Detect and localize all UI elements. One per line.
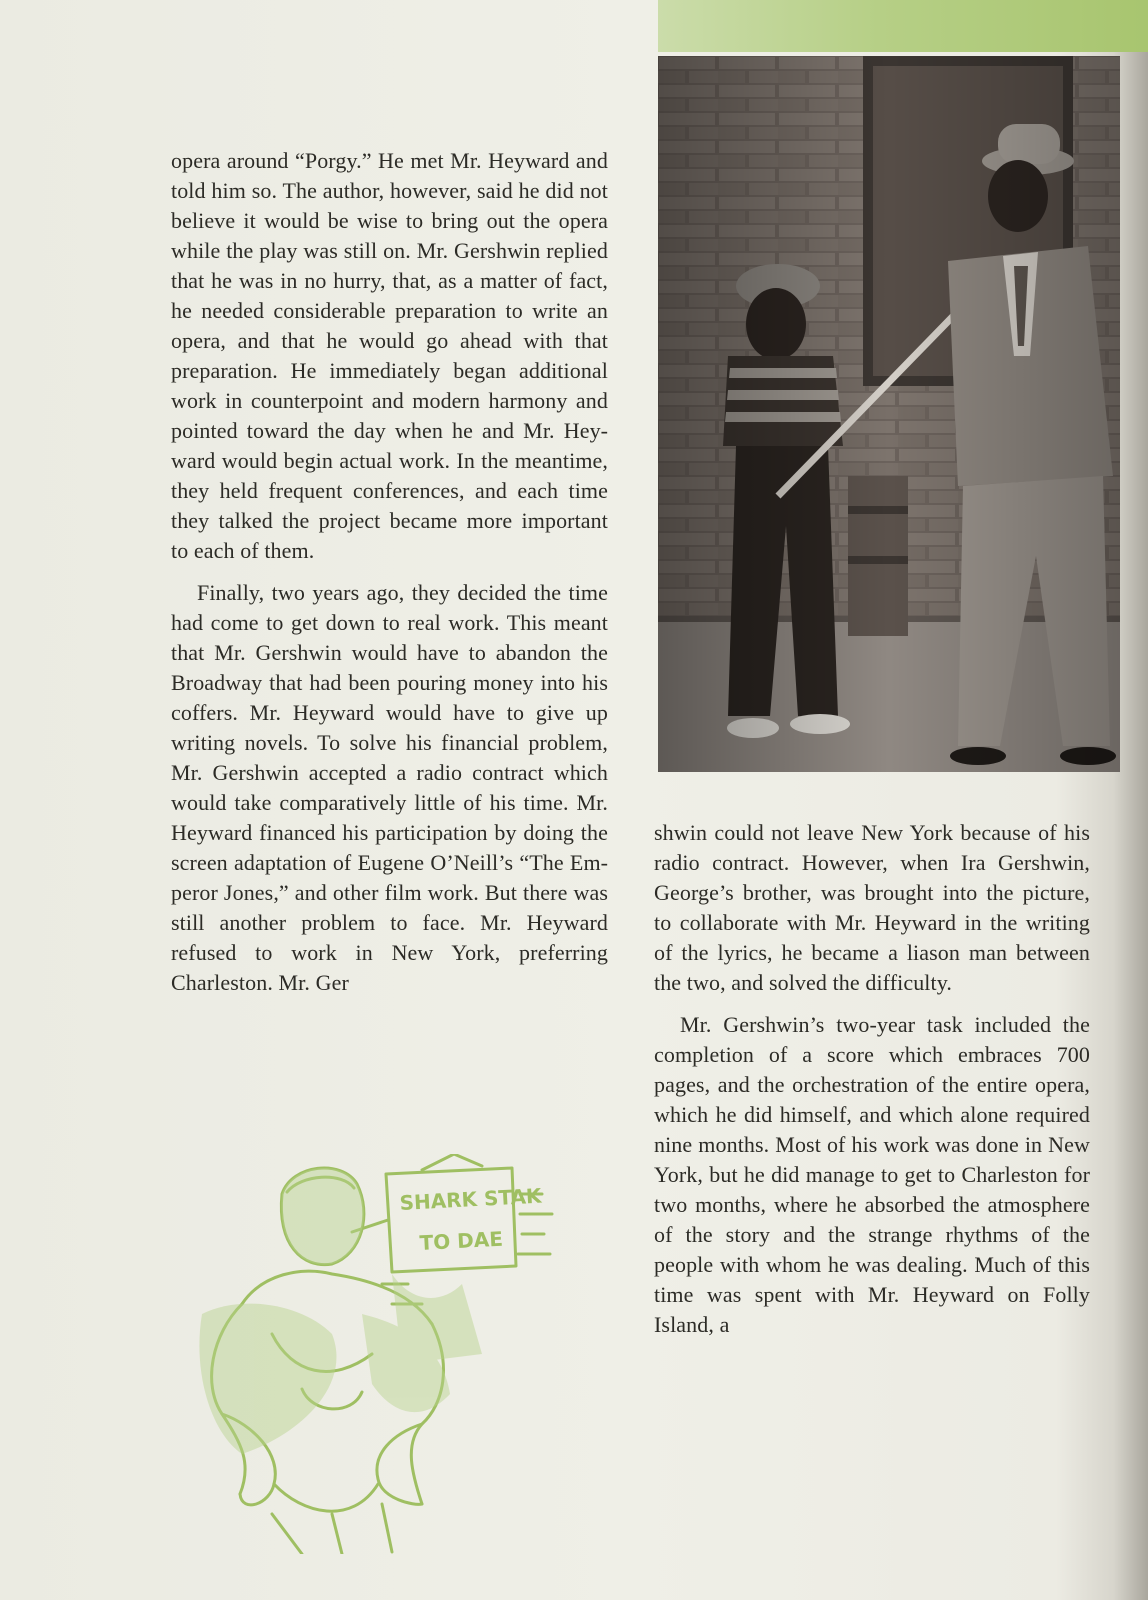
left-paragraph-1: opera around “Porgy.” He met Mr. Heyward and told him so. The author, however, said he did not believe it would be wise to bring out the opera while the play was still on. Mr. Gershwin replied that he was in no hurry, that, as a matter of fact, he needed considerable preparation to write an opera, and that he would go ahead with that preparation. He immediately began additional work in counterpoint and modern harmony and pointed toward the day when he and Mr. Heyward would begin actual work. In the meantime, they held frequent conferences, and each time they talked the project became more important to each of them. (171, 148, 608, 563)
stage-photo (658, 56, 1120, 772)
sign-text-line-2: TO DAE (419, 1226, 504, 1255)
sign-text-line-1: SHARK STAK (399, 1183, 543, 1215)
left-paragraph-2: Finally, two years ago, they decided the time had come to get down to real work. This meant that Mr. Gershwin would have to abandon the Broadway that had been pouring money into his coffers. Mr. Heyward would have to give up writing novels. To solve his financial problem, Mr. Gershwin accepted a radio contract which would take comparatively little of his time. Mr. Heyward financed his participation by doing the screen adaptation of Eugene O’Neill’s “The Emperor Jones,” and other film work. But there was still another problem to face. Mr. Heyward refused to work in New York, preferring Charleston. Mr. Ger (171, 580, 608, 995)
right-text-column (654, 818, 1090, 1352)
green-header-band (658, 0, 1148, 52)
left-text-column (171, 146, 608, 1010)
green-sketch-illustration (182, 1154, 572, 1554)
right-paragraph-2: Mr. Gershwin’s two-year task included the completion of a score which embraces 700 pages, and the orchestration of the entire opera, which he did himself, and which alone required nine months. Most of his work was done in New York, but he did manage to get to Charleston for two months, where he absorbed the atmosphere of the story and the strange rhythms of the people with whom he was dealing. Much of this time was spent with Mr. Heyward on Folly Island, a (654, 1012, 1090, 1337)
right-paragraph-1: shwin could not leave New York because of his radio contract. However, when Ira Gershwin, George’s brother, was brought into the picture, to collaborate with Mr. Heyward in the writing of the lyrics, he became a liason man between the two, and solved the difficulty. (654, 820, 1090, 995)
